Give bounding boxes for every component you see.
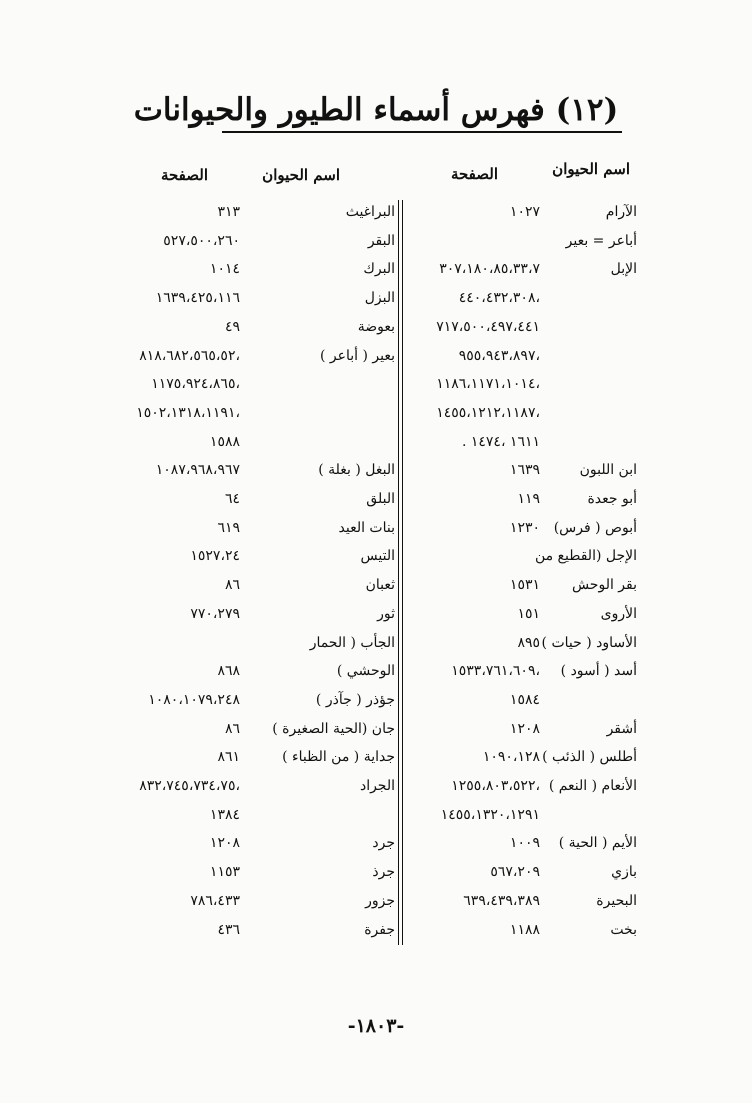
index-entry-pages: ٨٦ xyxy=(224,577,240,593)
index-entry-pages: ١٠٠٩ xyxy=(509,835,540,851)
index-entry-name: بعير ( أباعر ) xyxy=(319,348,395,364)
index-entry-pages: ،٨١٨،٦٨٢،٥٦٥،٥٢ xyxy=(139,348,240,364)
index-entry-pages: ٨٦١ xyxy=(217,749,240,765)
index-entry-pages: ١٢٣٠ xyxy=(509,520,540,536)
index-entry-pages: ١٠١٤ xyxy=(209,261,240,277)
index-entry-name: الوحشي ) xyxy=(336,663,395,679)
index-entry-pages: ،١٥٣٣،٧٦١،٦٠٩ xyxy=(451,663,540,679)
index-entry-name: بعوضة xyxy=(357,319,395,335)
index-entry-pages: ،٩٥٥،٩٤٣،٨٩٧ xyxy=(458,348,540,364)
index-entry-pages: ١٠٩٠،١٢٨ xyxy=(482,749,540,765)
index-entry-name: جؤذر ( جآذر ) xyxy=(315,692,395,708)
index-entry-pages: ٦١٩ xyxy=(217,520,240,536)
index-entry-name: بازي xyxy=(611,864,637,880)
index-entry-name: أسد ( أسود ) xyxy=(560,663,637,679)
index-entry-pages: ٧٨٦،٤٣٣ xyxy=(190,893,240,909)
index-entry-pages: ١٣٨٤ xyxy=(209,807,240,823)
index-entry-name: بخت xyxy=(610,922,637,938)
index-entry-pages: ١٦٣٩ xyxy=(509,462,540,478)
header-right-name: اسم الحيوان xyxy=(552,160,630,178)
index-entry-name: ثور xyxy=(377,606,395,622)
index-entry-name: ابن اللبون xyxy=(579,462,637,478)
title-underline xyxy=(222,131,622,133)
index-entry-name: أباعر = بعير xyxy=(565,233,637,249)
index-entry-pages: ١٦١١ ،١٤٧٤ . xyxy=(461,434,540,450)
index-entry-pages: ١٠٢٧ xyxy=(509,204,540,220)
index-entry-pages: ١٥٢٧،٢٤ xyxy=(190,548,240,564)
index-entry-pages: ١٦٣٩،٤٢٥،١١٦ xyxy=(155,290,240,306)
index-entry-pages: ،١١٧٥،٩٢٤،٨٦٥ xyxy=(151,376,240,392)
index-entry-name: البراغيث xyxy=(345,204,395,220)
index-entry-pages: ١٥٨٨ xyxy=(209,434,240,450)
index-entry-pages: ١١٩ xyxy=(517,491,540,507)
index-entry-name: الإجل (القطيع من xyxy=(534,548,637,564)
index-entry-pages: ٨٩٥ xyxy=(517,635,540,651)
index-entry-pages: ١٥٨٤ xyxy=(509,692,540,708)
index-entry-name: أبو جعدة xyxy=(587,491,637,507)
index-entry-name: التيس xyxy=(360,548,395,564)
index-entry-name: الأساود ( حيات ) xyxy=(541,635,637,651)
page-title: (١٢) فهرس أسماء الطيور والحيوانات xyxy=(133,92,619,128)
index-entry-pages: ٤٣٦ xyxy=(217,922,240,938)
index-entry-name: البحيرة xyxy=(596,893,637,909)
index-entry-pages: ١٤٥٥،١٣٢٠،١٢٩١ xyxy=(440,807,540,823)
index-entry-name: الآرام xyxy=(605,204,637,220)
index-entry-name: أطلس ( الذئب ) xyxy=(542,749,637,765)
index-entry-pages: ٥٢٧،٥٠٠،٢٦٠ xyxy=(163,233,240,249)
index-entry-pages: ٣١٣ xyxy=(217,204,240,220)
index-entry-name: جداية ( من الظباء ) xyxy=(282,749,395,765)
index-entry-pages: ،٨٣٢،٧٤٥،٧٣٤،٧٥ xyxy=(139,778,240,794)
index-entry-name: الجأب ( الحمار xyxy=(309,635,395,651)
index-entry-pages: ٦٣٩،٤٣٩،٣٨٩ xyxy=(463,893,540,909)
page-number: -١٨٠٣- xyxy=(347,1015,405,1037)
index-entry-pages: ٨٦٨ xyxy=(217,663,240,679)
index-entry-pages: ٤٩ xyxy=(224,319,240,335)
header-left-pages: الصفحة xyxy=(160,166,208,184)
index-entry-pages: ١٠٨٠،١٠٧٩،٢٤٨ xyxy=(148,692,240,708)
index-entry-pages: ١١٥٣ xyxy=(209,864,240,880)
index-entry-name: البرك xyxy=(363,261,395,277)
index-entry-pages: ٦٤ xyxy=(224,491,240,507)
index-entry-name: الجراد xyxy=(359,778,395,794)
header-right-pages: الصفحة xyxy=(450,165,498,183)
index-entry-pages: ٣٠٧،١٨٠،٨٥،٣٣،٧ xyxy=(439,261,540,277)
index-entry-name: جفرة xyxy=(364,922,395,938)
index-entry-name: الأروى xyxy=(600,606,637,622)
index-entry-pages: ٥٦٧،٢٠٩ xyxy=(490,864,540,880)
index-entry-name: البغل ( بغلة ) xyxy=(318,462,395,478)
index-entry-pages: ،١١٨٦،١١٧١،١٠١٤ xyxy=(436,376,540,392)
index-entry-pages: ١٠٨٧،٩٦٨،٩٦٧ xyxy=(155,462,240,478)
index-entry-name: أبوص ( فرس) xyxy=(553,520,637,536)
index-entry-pages: ٧٧٠،٢٧٩ xyxy=(190,606,240,622)
index-entry-pages: ،١٤٥٥،١٢١٢،١١٨٧ xyxy=(436,405,540,421)
index-entry-name: جرد xyxy=(372,835,395,851)
index-entry-name: جرذ xyxy=(372,864,395,880)
index-entry-name: البقر xyxy=(367,233,395,249)
index-entry-name: أشقر xyxy=(606,721,637,737)
index-entry-pages: ١١٨٨ xyxy=(509,922,540,938)
header-left-name: اسم الحيوان xyxy=(262,166,340,184)
index-entry-pages: ،١٢٥٥،٨٠٣،٥٢٢ xyxy=(451,778,540,794)
index-entry-name: بنات العيد xyxy=(338,520,395,536)
index-entry-name: جان (الحية الصغيرة ) xyxy=(272,721,395,737)
index-entry-pages: ١٢٠٨ xyxy=(209,835,240,851)
index-entry-name: البزل xyxy=(364,290,395,306)
index-entry-name: الأنعام ( النعم ) xyxy=(548,778,637,794)
index-entry-name: جزور xyxy=(365,893,395,909)
index-entry-name: الأيم ( الحية ) xyxy=(558,835,637,851)
index-entry-pages: ١٢٠٨ xyxy=(509,721,540,737)
column-divider xyxy=(398,200,403,945)
index-entry-pages: ٧١٧،٥٠٠،٤٩٧،٤٤١ xyxy=(436,319,540,335)
index-entry-name: بقر الوحش xyxy=(571,577,637,593)
index-entry-pages: ،٤٤٠،٤٣٢،٣٠٨ xyxy=(458,290,540,306)
index-entry-name: البلق xyxy=(366,491,395,507)
index-entry-name: الإبل xyxy=(610,261,637,277)
index-entry-pages: ١٥١ xyxy=(517,606,540,622)
index-entry-pages: ،١٥٠٢،١٣١٨،١١٩١ xyxy=(136,405,240,421)
index-entry-pages: ٨٦ xyxy=(224,721,240,737)
index-entry-name: ثعبان xyxy=(365,577,395,593)
index-entry-pages: ١٥٣١ xyxy=(509,577,540,593)
